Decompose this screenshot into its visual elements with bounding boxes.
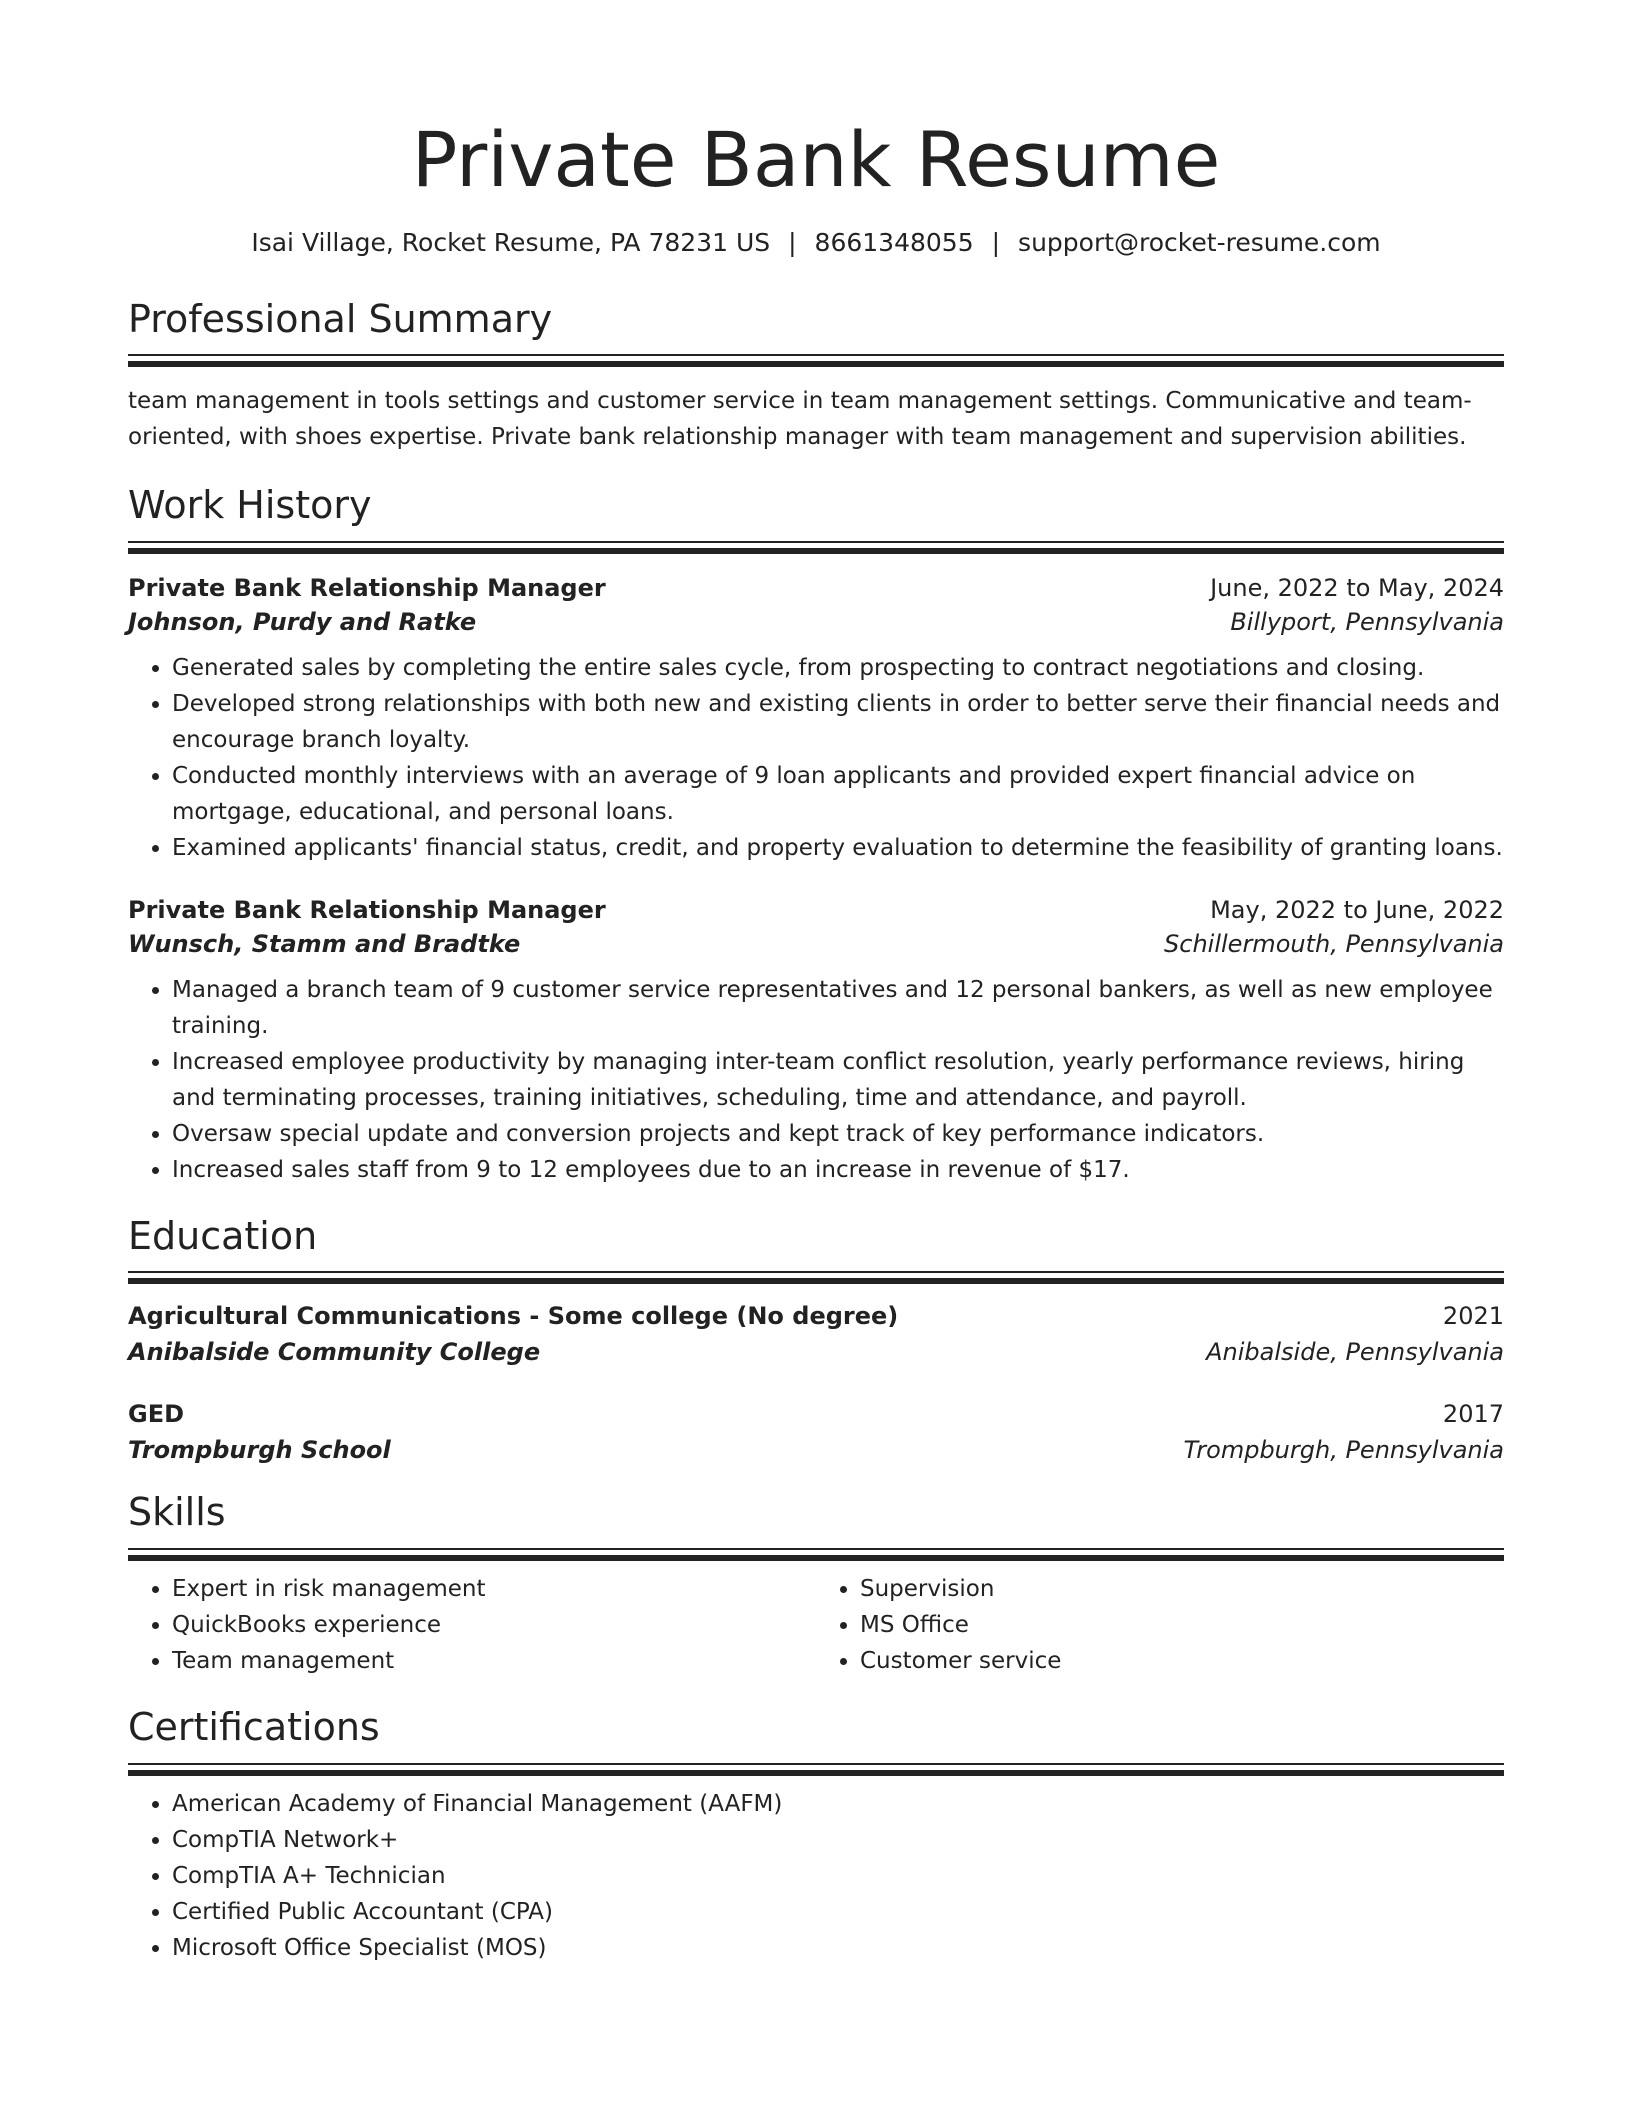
education-header-row (128, 1302, 1504, 1330)
contact-separator: | (991, 227, 1001, 257)
job-location: Schillermouth, Pennsylvania (1164, 929, 1504, 958)
job-entry (128, 574, 1504, 866)
list-item: • Conducted monthly interviews with an average of 9 loan applicants and provided expert financial advice on mortgage, educational, and personal loans. (172, 758, 1504, 830)
section-professional-summary (128, 297, 1504, 456)
section-divider (128, 541, 1504, 554)
job-company-row (128, 930, 1504, 958)
job-entry (128, 896, 1504, 1188)
education-header-row (128, 1400, 1504, 1428)
education-entry (128, 1400, 1504, 1464)
education-year: 2021 (1442, 1302, 1504, 1331)
section-skills (128, 1490, 1504, 1679)
section-work-history (128, 483, 1504, 1188)
list-item: • MS Office (860, 1607, 1504, 1643)
education-school-row (128, 1338, 1504, 1366)
list-item: • Oversaw special update and conversion projects and kept track of key performance indicators. (172, 1116, 1504, 1152)
section-divider (128, 1548, 1504, 1561)
job-bullets (128, 972, 1504, 1188)
section-divider (128, 1763, 1504, 1776)
list-item: • Generated sales by completing the entire sales cycle, from prospecting to contract negotiations and closing. (172, 650, 1504, 686)
resume-title: Private Bank Resume (411, 115, 1221, 204)
list-item: • Examined applicants' financial status, credit, and property evaluation to determine the feasibility of granting loans. (172, 830, 1504, 866)
list-item: • QuickBooks experience (172, 1607, 816, 1643)
section-divider (128, 354, 1504, 367)
section-heading: Education (128, 1213, 318, 1258)
job-company-row (128, 608, 1504, 636)
contact-line (128, 228, 1504, 257)
list-item: • Certified Public Accountant (CPA) (172, 1894, 1504, 1930)
contact-separator: | (788, 227, 797, 257)
job-dates: June, 2022 to May, 2024 (1210, 573, 1504, 602)
contact-email: support@rocket-resume.com (1018, 227, 1381, 257)
education-degree: Agricultural Communications - Some college (No degree) (128, 1302, 899, 1331)
certifications-list (128, 1786, 1504, 1966)
education-location: Anibalside, Pennsylvania (1206, 1338, 1504, 1367)
job-bullets (128, 650, 1504, 866)
education-year: 2017 (1442, 1400, 1504, 1429)
section-divider (128, 1271, 1504, 1284)
section-heading: Professional Summary (128, 296, 553, 341)
job-header-row (128, 574, 1504, 602)
section-heading: Certifications (128, 1704, 380, 1749)
list-item: • American Academy of Financial Management (AAFM) (172, 1786, 1504, 1822)
list-item: • Expert in risk management (172, 1571, 816, 1607)
job-location: Billyport, Pennsylvania (1230, 607, 1504, 636)
list-item: • Microsoft Office Specialist (MOS) (172, 1930, 1504, 1966)
list-item: • CompTIA Network+ (172, 1822, 1504, 1858)
section-education (128, 1214, 1504, 1465)
job-dates: May, 2022 to June, 2022 (1210, 895, 1504, 924)
list-item: • Developed strong relationships with both new and existing clients in order to better serve their financial needs and encourage branch loyalty. (172, 686, 1504, 758)
education-entry (128, 1302, 1504, 1366)
job-title: Private Bank Relationship Manager (128, 895, 606, 924)
education-school-row (128, 1436, 1504, 1464)
list-item: • Customer service (860, 1643, 1504, 1679)
list-item: • Team management (172, 1643, 816, 1679)
section-heading: Skills (128, 1490, 226, 1535)
contact-phone: 8661348055 (814, 227, 974, 257)
job-company: Wunsch, Stamm and Bradtke (128, 929, 521, 958)
education-school: Trompburgh School (128, 1436, 391, 1465)
list-item: • Increased sales staff from 9 to 12 employees due to an increase in revenue of $17. (172, 1152, 1504, 1188)
job-title: Private Bank Relationship Manager (128, 573, 606, 602)
contact-address: Isai Village, Rocket Resume, PA 78231 US (251, 227, 771, 257)
education-school: Anibalside Community College (128, 1338, 541, 1367)
skills-grid (128, 1561, 1504, 1679)
list-item: • Increased employee productivity by managing inter-team conflict resolution, yearly performance reviews, hiring and terminating processes, training initiatives, scheduling, time and attendance, and payroll. (172, 1044, 1504, 1116)
list-item: • Managed a branch team of 9 customer service representatives and 12 personal bankers, as well as new employee training. (172, 972, 1504, 1044)
education-location: Trompburgh, Pennsylvania (1183, 1436, 1504, 1465)
section-heading: Work History (128, 483, 372, 528)
skills-list-left (128, 1571, 816, 1679)
section-certifications (128, 1705, 1504, 1966)
list-item: • CompTIA A+ Technician (172, 1858, 1504, 1894)
job-header-row (128, 896, 1504, 924)
education-degree: GED (128, 1400, 185, 1429)
skills-list-right (816, 1571, 1504, 1679)
summary-text: team management in tools settings and customer service in team management settings. Communicative and team-oriented, with shoes expertise. Private bank relationship manager with team management and supervision abilities. (128, 388, 1472, 451)
list-item: • Supervision (860, 1571, 1504, 1607)
job-company: Johnson, Purdy and Ratke (128, 607, 477, 636)
